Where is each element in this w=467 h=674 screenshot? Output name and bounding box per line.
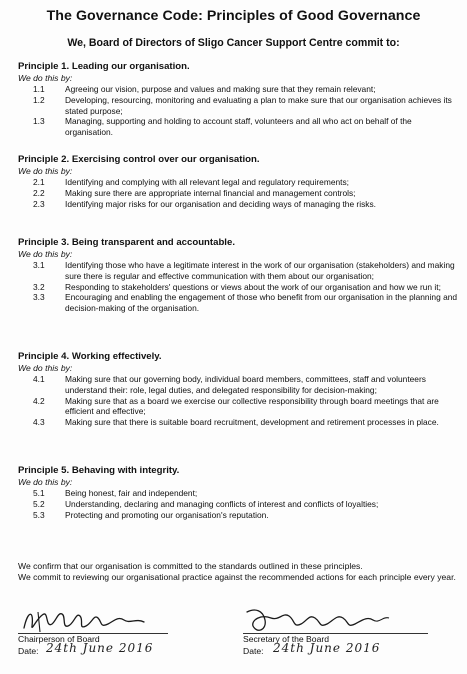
principle-item <box>18 95 458 117</box>
principle-item <box>18 116 458 138</box>
principle-item <box>18 260 458 282</box>
item-number: 3.3 <box>33 292 45 303</box>
item-number: 1.3 <box>33 116 45 127</box>
document-title: The Governance Code: Principles of Good Governance <box>46 8 421 24</box>
item-number: 4.1 <box>33 374 45 384</box>
item-text: Managing, supporting and holding to account staff, volunteers and all who act on behalf of the organisation. <box>65 116 412 138</box>
item-text: Understanding, declaring and managing conflicts of interest and conflicts of loyalties; <box>65 498 379 509</box>
item-number: 2.2 <box>33 187 45 198</box>
item-number: 4.2 <box>33 395 45 406</box>
principle-item <box>18 199 458 210</box>
item-text: Agreeing our vision, purpose and values and making sure that they remain relevant; <box>65 84 376 94</box>
secretary-signature <box>243 606 433 636</box>
principle-item <box>18 188 458 199</box>
principle-heading: Principle 3. Being transparent and accountable. <box>18 237 235 248</box>
item-text: Identifying major risks for our organisation and deciding ways of managing the risks. <box>65 198 376 209</box>
item-text: Identifying those who have a legitimate interest in the work of our organisation (stakeholders) and making sure there is regular and effective communication with them about our organisation; <box>65 260 455 281</box>
principle-intro: We do this by: <box>18 166 73 176</box>
principle-item <box>18 292 458 314</box>
principle-item <box>18 510 458 521</box>
principle-intro: We do this by: <box>18 249 73 259</box>
item-number: 4.3 <box>33 417 45 428</box>
confirmation-line: We commit to reviewing our organisational practice against the recommended actions for each principle every year. <box>18 572 456 582</box>
item-number: 2.3 <box>33 198 45 209</box>
chairperson-signature <box>18 606 168 636</box>
item-number: 3.2 <box>33 281 45 292</box>
item-text: Making sure that our governing body, individual board members, committees, staff and volunteers understand their: role, legal duties, and delegated responsibility for decision-making; <box>65 374 426 395</box>
principle-item <box>18 488 458 499</box>
principle-intro: We do this by: <box>18 363 73 373</box>
handwritten-date: 24th June 2016 <box>46 641 154 655</box>
principle-5-section <box>18 465 458 520</box>
secretary-signature-block <box>243 606 443 666</box>
principle-heading: Principle 5. Behaving with integrity. <box>18 465 180 476</box>
date-label: Date: <box>243 646 264 656</box>
confirmation-line: We confirm that our organisation is committed to the standards outlined in these principles. <box>18 561 363 571</box>
item-text: Responding to stakeholders' questions or views about the work of our organisation and how we run it; <box>65 281 441 292</box>
item-text: Being honest, fair and independent; <box>65 488 198 498</box>
principle-intro: We do this by: <box>18 73 73 83</box>
item-text: Making sure that as a board we exercise our collective responsibility through board meetings that are efficient and effective; <box>65 395 439 417</box>
item-text: Protecting and promoting our organisation's reputation. <box>65 509 269 520</box>
chairperson-signature-block <box>18 606 218 666</box>
item-number: 5.3 <box>33 509 45 520</box>
item-number: 5.1 <box>33 488 45 498</box>
handwritten-date: 24th June 2016 <box>273 641 381 655</box>
principle-item <box>18 177 458 188</box>
principle-intro: We do this by: <box>18 477 73 487</box>
principle-3-section <box>18 237 458 314</box>
signatory-role: Secretary of the Board <box>243 634 329 644</box>
principle-item <box>18 374 458 396</box>
principle-item <box>18 282 458 293</box>
principle-heading: Principle 1. Leading our organisation. <box>18 61 190 72</box>
item-text: Developing, resourcing, monitoring and evaluating a plan to make sure that our organisation achieves its stated purpose; <box>65 94 452 116</box>
document-subtitle: We, Board of Directors of Sligo Cancer Support Centre commit to: <box>67 37 400 49</box>
item-text: Identifying and complying with all relevant legal and regulatory requirements; <box>65 177 349 187</box>
item-number: 3.1 <box>33 260 45 270</box>
principle-heading: Principle 4. Working effectively. <box>18 351 162 362</box>
principle-item <box>18 84 458 95</box>
principle-2-section <box>18 154 458 209</box>
date-label: Date: <box>18 646 39 656</box>
item-number: 1.2 <box>33 94 45 105</box>
principle-4-section <box>18 351 458 428</box>
item-text: Making sure that there is suitable board recruitment, development and retirement processes in place. <box>65 417 439 428</box>
item-number: 1.1 <box>33 84 45 94</box>
principle-heading: Principle 2. Exercising control over our organisation. <box>18 154 260 165</box>
principle-1-section <box>18 61 458 138</box>
item-text: Making sure there are appropriate internal financial and management controls; <box>65 187 356 198</box>
principle-item <box>18 499 458 510</box>
signatory-role: Chairperson of Board <box>18 634 100 644</box>
principle-item <box>18 396 458 418</box>
item-number: 5.2 <box>33 498 45 509</box>
confirmation-statement <box>18 561 458 583</box>
principle-item <box>18 417 458 428</box>
item-number: 2.1 <box>33 177 45 187</box>
item-text: Encouraging and enabling the engagement of those who benefit from our organisation in the planning and decision-making of the organisation. <box>65 292 458 314</box>
